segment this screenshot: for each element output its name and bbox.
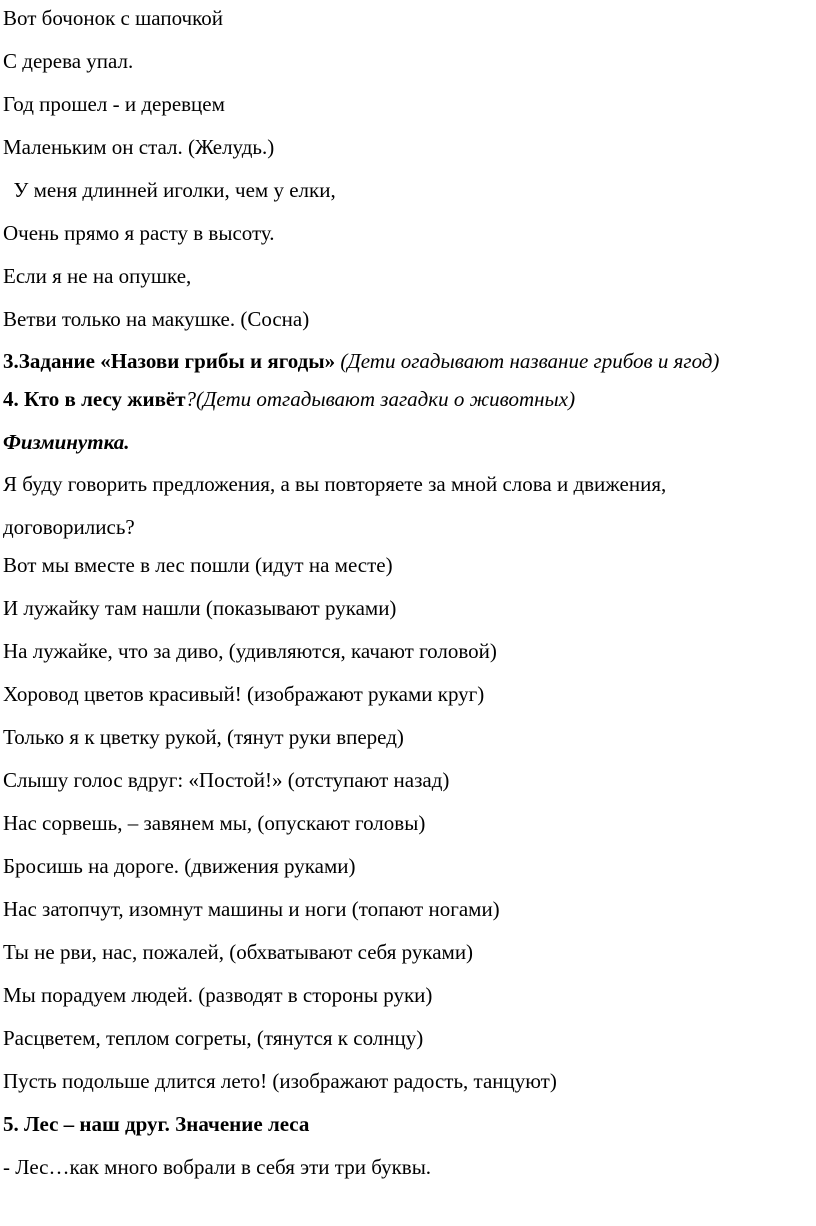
- fizminutka-line: Ты не рви, нас, пожалей, (обхватывают себя руками): [3, 940, 474, 964]
- fizminutka-line: Расцветем, теплом согреты, (тянутся к солнцу): [3, 1026, 424, 1050]
- riddle-line: Очень прямо я расту в высоту.: [3, 221, 275, 245]
- fizminutka-line: Только я к цветку рукой, (тянут руки вперед): [3, 725, 404, 749]
- fizminutka-line: Бросишь на дороге. (движения руками): [3, 854, 356, 878]
- task-3-heading: [3, 340, 793, 383]
- fizminutka-line: И лужайку там нашли (показывают руками): [3, 596, 397, 620]
- fizminutka-line: Нас сорвешь, – завянем мы, (опускают головы): [3, 811, 426, 835]
- fizminutka-line: Пусть подольше длится лето! (изображают радость, танцуют): [3, 1069, 557, 1093]
- fizminutka-line: Вот мы вместе в лес пошли (идут на месте): [3, 553, 393, 577]
- fizminutka-line: Слышу голос вдруг: «Постой!» (отступают назад): [3, 768, 450, 792]
- fizminutka-intro: [3, 463, 803, 549]
- riddle-line: Если я не на опушке,: [3, 264, 192, 288]
- fizminutka-line: Мы порадуем людей. (разводят в стороны руки): [3, 983, 433, 1007]
- task-3-note: (Дети огадывают название грибов и ягод): [335, 349, 720, 373]
- fizminutka-line: На лужайке, что за диво, (удивляются, качают головой): [3, 639, 497, 663]
- riddle-line: У меня длинней иголки, чем у елки,: [3, 178, 336, 202]
- task-4-heading: [3, 383, 816, 426]
- fizminutka-line: Хоровод цветов красивый! (изображают руками круг): [3, 682, 485, 706]
- riddle-line: С дерева упал.: [3, 49, 134, 73]
- riddle-line: Маленьким он стал. (Желудь.): [3, 135, 275, 159]
- task-3-title: 3.Задание «Назови грибы и ягоды»: [3, 349, 336, 373]
- fizminutka-intro-text: Я буду говорить предложения, а вы повторяете за мной слова и движения, договорились?: [3, 472, 667, 539]
- task-4-note: ?(Дети отгадывают загадки о животных): [185, 387, 576, 411]
- riddle-line: Вот бочонок с шапочкой: [3, 6, 223, 30]
- riddle-line: Год прошел - и деревцем: [3, 92, 225, 116]
- riddle-line: Ветви только на макушке. (Сосна): [3, 307, 310, 331]
- fizminutka-line: Нас затопчут, изомнут машины и ноги (топают ногами): [3, 897, 500, 921]
- task-5-heading: 5. Лес – наш друг. Значение леса: [3, 1112, 310, 1136]
- paragraph-line: - Лес…как много вобрали в себя эти три буквы.: [3, 1155, 432, 1179]
- task-4-title: 4. Кто в лесу живёт: [3, 387, 186, 411]
- fizminutka-title: Физминутка.: [3, 430, 130, 454]
